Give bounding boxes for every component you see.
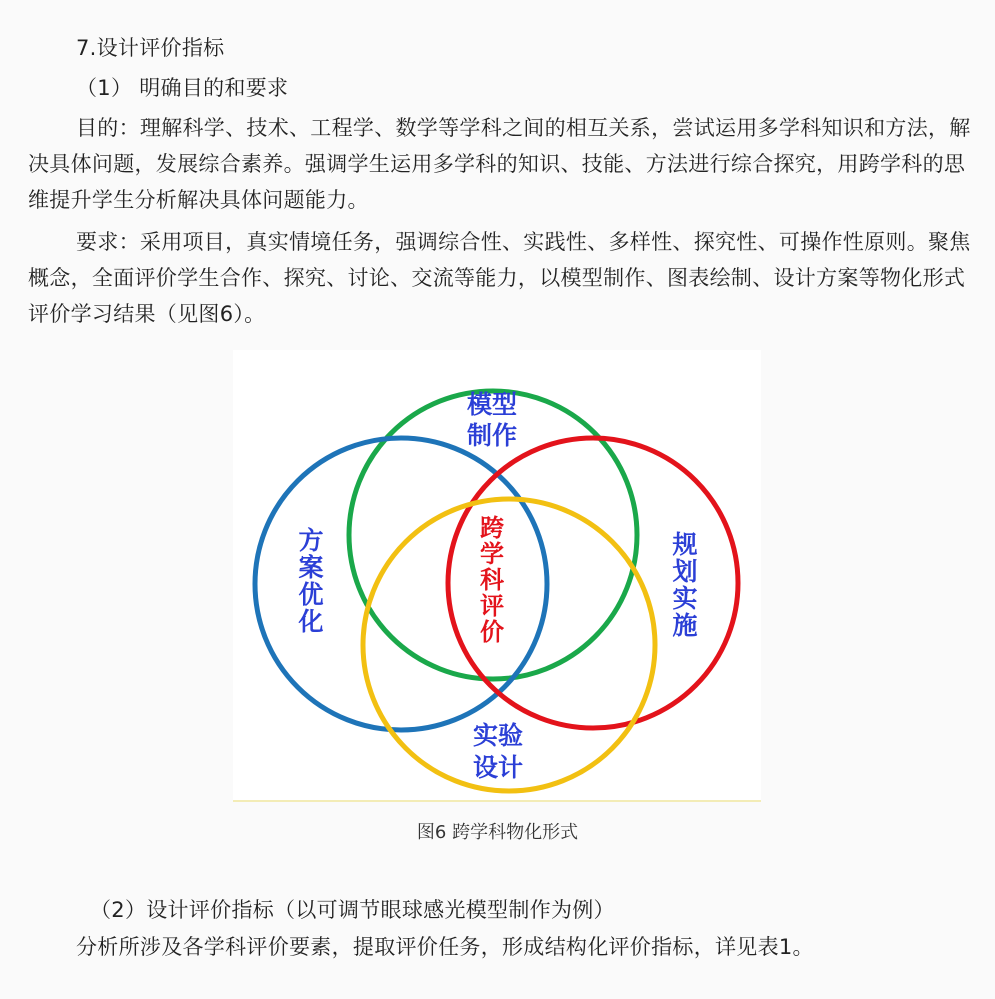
label-left-char-1: 方 — [298, 526, 324, 555]
label-right-char-2: 划 — [672, 557, 698, 586]
section-heading: 7.设计评价指标 — [76, 36, 225, 60]
label-bottom-line-1: 实验 — [472, 721, 524, 750]
label-bottom-line-2: 设计 — [472, 753, 524, 782]
purpose-paragraph: 目的：理解科学、技术、工程学、数学等学科之间的相互关系，尝试运用多学科知识和方法，解决具体问题，发展综合素养。强调学生运用多学科的知识、技能、方法进行综合探究，用跨学科的思维提升学生分析解决具体问题能力。 — [28, 116, 971, 212]
venn-diagram — [233, 350, 761, 802]
label-center-char-3: 科 — [480, 566, 504, 594]
label-left-char-3: 优 — [298, 580, 324, 609]
label-right-char-1: 规 — [672, 530, 698, 559]
label-right-char-4: 施 — [672, 611, 698, 640]
label-top-line-1: 模型 — [466, 390, 518, 419]
subsection-heading-1: （1） 明确目的和要求 — [76, 76, 289, 100]
label-top-line-2: 制作 — [466, 421, 518, 450]
venn-figure — [233, 350, 761, 802]
figure-bottom-rule — [233, 800, 761, 802]
label-center-char-4: 评 — [480, 592, 504, 620]
requirement-paragraph: 要求：采用项目，真实情境任务，强调综合性、实践性、多样性、探究性、可操作性原则。聚焦概念，全面评价学生合作、探究、讨论、交流等能力，以模型制作、图表绘制、设计方案等物化形式评价学习结果（见图6）。 — [28, 230, 971, 326]
label-left-char-4: 化 — [298, 607, 324, 636]
figure-caption: 图6 跨学科物化形式 — [416, 822, 579, 843]
label-left-char-2: 案 — [298, 553, 324, 582]
label-center-char-5: 价 — [480, 618, 504, 646]
label-center-char-2: 学 — [480, 540, 504, 568]
label-right-char-3: 实 — [672, 584, 698, 613]
analysis-paragraph: 分析所涉及各学科评价要素，提取评价任务，形成结构化评价指标，详见表1。 — [76, 935, 814, 959]
subsection-heading-2: （2）设计评价指标（以可调节眼球感光模型制作为例） — [90, 898, 615, 922]
label-center-char-1: 跨 — [480, 514, 504, 542]
